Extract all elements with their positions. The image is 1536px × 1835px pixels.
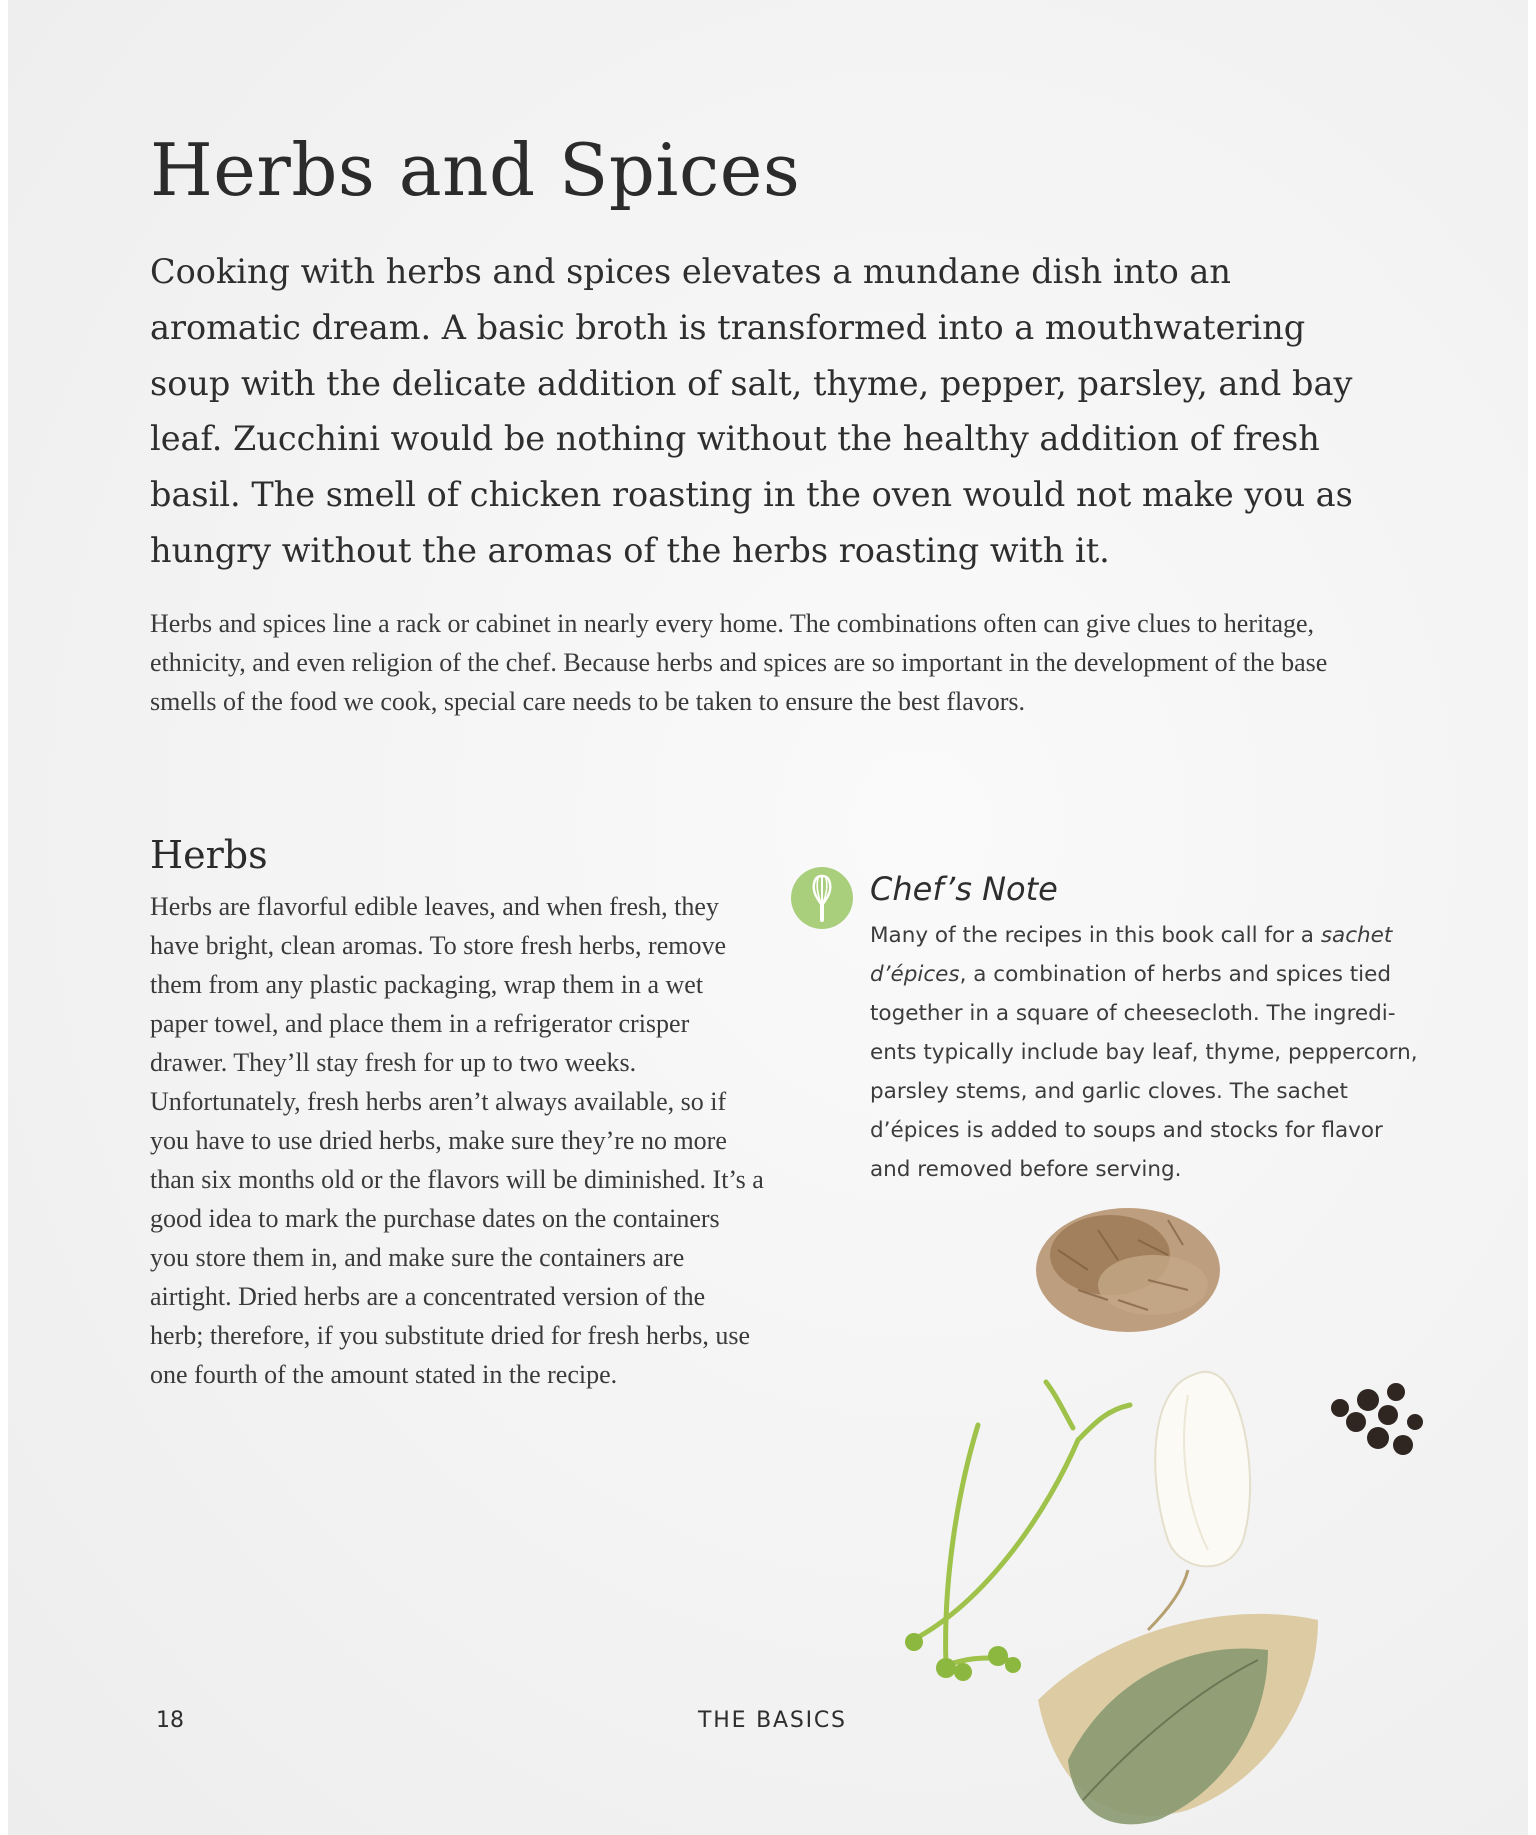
chefs-note-text [870,916,1430,1189]
page-number: 18 [156,1708,184,1733]
running-head: THE BASICS [698,1708,847,1733]
dried-thyme-pile [1036,1208,1220,1332]
chefs-note-title: Chef’s Note [870,870,1058,908]
herbs-paragraph: Herbs are flavorful edible leaves, and when fresh, they have bright, clean aromas. To store fresh herbs, remove them from any plastic packaging, wrap them in a wet paper towel, and place them in a refrigerator crisper drawer. They’ll stay fresh for up to two weeks. Unfortunately, fresh herbs aren’t always available, so if you have to use dried herbs, make sure they’re no more than six months old or the flavors will be diminished. It’s a good idea to mark the purchase dates on the containers you store them in, and make sure the containers are airtight. Dried herbs are a concentrated version of the herb; therefore, if you substitute dried for fresh herbs, use one fourth of the amount stated in the recipe. [150,892,764,1389]
peppercorns [1331,1383,1423,1455]
parsley-stems [913,1382,1130,1665]
lede-paragraph: Cooking with herbs and spices elevates a mundane dish into an aromatic dream. A basic broth is transformed into a mouthwatering soup with the delicate addition of salt, thyme, pepper, parsley, and bay leaf. Zucchini would be nothing without the healthy addition of fresh basil. The smell of chicken roasting in the oven would not make you as hungry without the aromas of the herbs roasting with it. [150,252,1353,570]
bay-leaves [1038,1570,1318,1824]
chefs-note-emphasis: sachet d’épices [870,923,1393,987]
herbs-spices-photo [848,1160,1438,1835]
chefs-note-text-start: Many of the recipes in this book call for a [870,923,1321,948]
intro-paragraph: Herbs and spices line a rack or cabinet in nearly every home. The combinations often can give clues to heritage, ethnicity, and even religion of the chef. Because herbs and spices are so important in the development of the base smells of the food we cook, special care needs to be taken to ensure the best flavors. [150,609,1328,716]
garlic-clove [1155,1372,1250,1567]
page-title: Herbs and Spices [150,128,801,212]
book-page [8,0,1528,1835]
herbs-heading: Herbs [150,833,268,877]
parsley-leaves [905,1633,1021,1681]
chefs-note-text-end: , a combination of herbs and spices tied together in a square of cheesecloth. The ingredi-ents typically include bay leaf, thyme, peppercorn, parsley stems, and garlic cloves. The sachet d’épices is added to soups and stocks for flavor and removed before serving. [870,962,1418,1182]
whisk-icon [790,866,854,930]
